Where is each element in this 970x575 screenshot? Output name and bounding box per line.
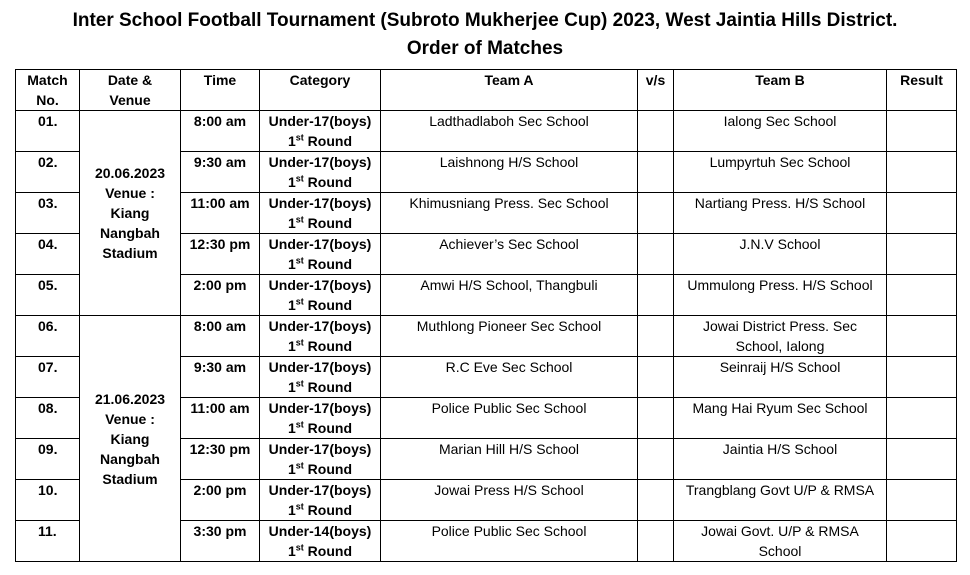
team-b: Mang Hai Ryum Sec School (674, 398, 887, 439)
match-category: Under-17(boys) 1st Round (260, 480, 381, 521)
match-time: 11:00 am (181, 193, 260, 234)
header-date-venue: Date & Venue (80, 70, 181, 111)
match-category: Under-17(boys) 1st Round (260, 398, 381, 439)
match-number: 01. (16, 111, 80, 152)
header-team-b: Team B (674, 70, 887, 111)
document-subtitle: Order of Matches (406, 38, 564, 59)
team-a: Achiever’s Sec School (381, 234, 638, 275)
team-a: Police Public Sec School (381, 521, 638, 562)
team-a: Khimusniang Press. Sec School (381, 193, 638, 234)
vs-cell (638, 398, 674, 439)
header-result: Result (887, 70, 957, 111)
result-cell (887, 193, 957, 234)
header-row (16, 70, 957, 111)
result-cell (887, 316, 957, 357)
team-a: Ladthadlaboh Sec School (381, 111, 638, 152)
match-time: 11:00 am (181, 398, 260, 439)
match-time: 8:00 am (181, 111, 260, 152)
match-category: Under-14(boys) 1st Round (260, 521, 381, 562)
result-cell (887, 234, 957, 275)
header-time: Time (181, 70, 260, 111)
match-category: Under-17(boys) 1st Round (260, 193, 381, 234)
team-a: Marian Hill H/S School (381, 439, 638, 480)
result-cell (887, 357, 957, 398)
header-team-a: Team A (381, 70, 638, 111)
header-vs: v/s (638, 70, 674, 111)
date-venue-cell: 20.06.2023 Venue : Kiang Nangbah Stadium (80, 111, 181, 316)
match-category: Under-17(boys) 1st Round (260, 357, 381, 398)
match-number: 11. (16, 521, 80, 562)
vs-cell (638, 275, 674, 316)
match-time: 9:30 am (181, 357, 260, 398)
match-category: Under-17(boys) 1st Round (260, 439, 381, 480)
match-number: 06. (16, 316, 80, 357)
team-a: Jowai Press H/S School (381, 480, 638, 521)
team-b: Seinraij H/S School (674, 357, 887, 398)
match-time: 3:30 pm (181, 521, 260, 562)
date-venue-cell: 21.06.2023 Venue : Kiang Nangbah Stadium (80, 316, 181, 562)
team-a: R.C Eve Sec School (381, 357, 638, 398)
team-a: Police Public Sec School (381, 398, 638, 439)
team-a: Muthlong Pioneer Sec School (381, 316, 638, 357)
match-category: Under-17(boys) 1st Round (260, 275, 381, 316)
vs-cell (638, 439, 674, 480)
team-b: Ialong Sec School (674, 111, 887, 152)
result-cell (887, 152, 957, 193)
header-category: Category (260, 70, 381, 111)
vs-cell (638, 152, 674, 193)
result-cell (887, 480, 957, 521)
match-number: 02. (16, 152, 80, 193)
vs-cell (638, 234, 674, 275)
match-number: 03. (16, 193, 80, 234)
match-number: 04. (16, 234, 80, 275)
team-b: Trangblang Govt U/P & RMSA (674, 480, 887, 521)
match-category: Under-17(boys) 1st Round (260, 111, 381, 152)
vs-cell (638, 521, 674, 562)
match-number: 07. (16, 357, 80, 398)
match-time: 12:30 pm (181, 439, 260, 480)
vs-cell (638, 111, 674, 152)
vs-cell (638, 193, 674, 234)
vs-cell (638, 357, 674, 398)
match-time: 8:00 am (181, 316, 260, 357)
team-b: Jowai Govt. U/P & RMSA School (674, 521, 887, 562)
team-b: Jowai District Press. Sec School, Ialong (674, 316, 887, 357)
vs-cell (638, 480, 674, 521)
match-number: 09. (16, 439, 80, 480)
team-a: Amwi H/S School, Thangbuli (381, 275, 638, 316)
match-category: Under-17(boys) 1st Round (260, 316, 381, 357)
match-time: 12:30 pm (181, 234, 260, 275)
match-time: 9:30 am (181, 152, 260, 193)
match-schedule-table (15, 69, 957, 562)
match-category: Under-17(boys) 1st Round (260, 152, 381, 193)
match-time: 2:00 pm (181, 275, 260, 316)
match-category: Under-17(boys) 1st Round (260, 234, 381, 275)
vs-cell (638, 316, 674, 357)
match-number: 05. (16, 275, 80, 316)
document-title: Inter School Football Tournament (Subroto Mukherjee Cup) 2023, West Jaintia Hills District. (72, 10, 898, 31)
team-b: Ummulong Press. H/S School (674, 275, 887, 316)
team-b: Lumpyrtuh Sec School (674, 152, 887, 193)
team-b: Jaintia H/S School (674, 439, 887, 480)
team-b: Nartiang Press. H/S School (674, 193, 887, 234)
team-b: J.N.V School (674, 234, 887, 275)
result-cell (887, 521, 957, 562)
result-cell (887, 439, 957, 480)
table-row (16, 111, 957, 152)
result-cell (887, 398, 957, 439)
result-cell (887, 275, 957, 316)
header-match-no: Match No. (16, 70, 80, 111)
result-cell (887, 111, 957, 152)
match-time: 2:00 pm (181, 480, 260, 521)
match-number: 10. (16, 480, 80, 521)
table-row (16, 316, 957, 357)
match-number: 08. (16, 398, 80, 439)
team-a: Laishnong H/S School (381, 152, 638, 193)
